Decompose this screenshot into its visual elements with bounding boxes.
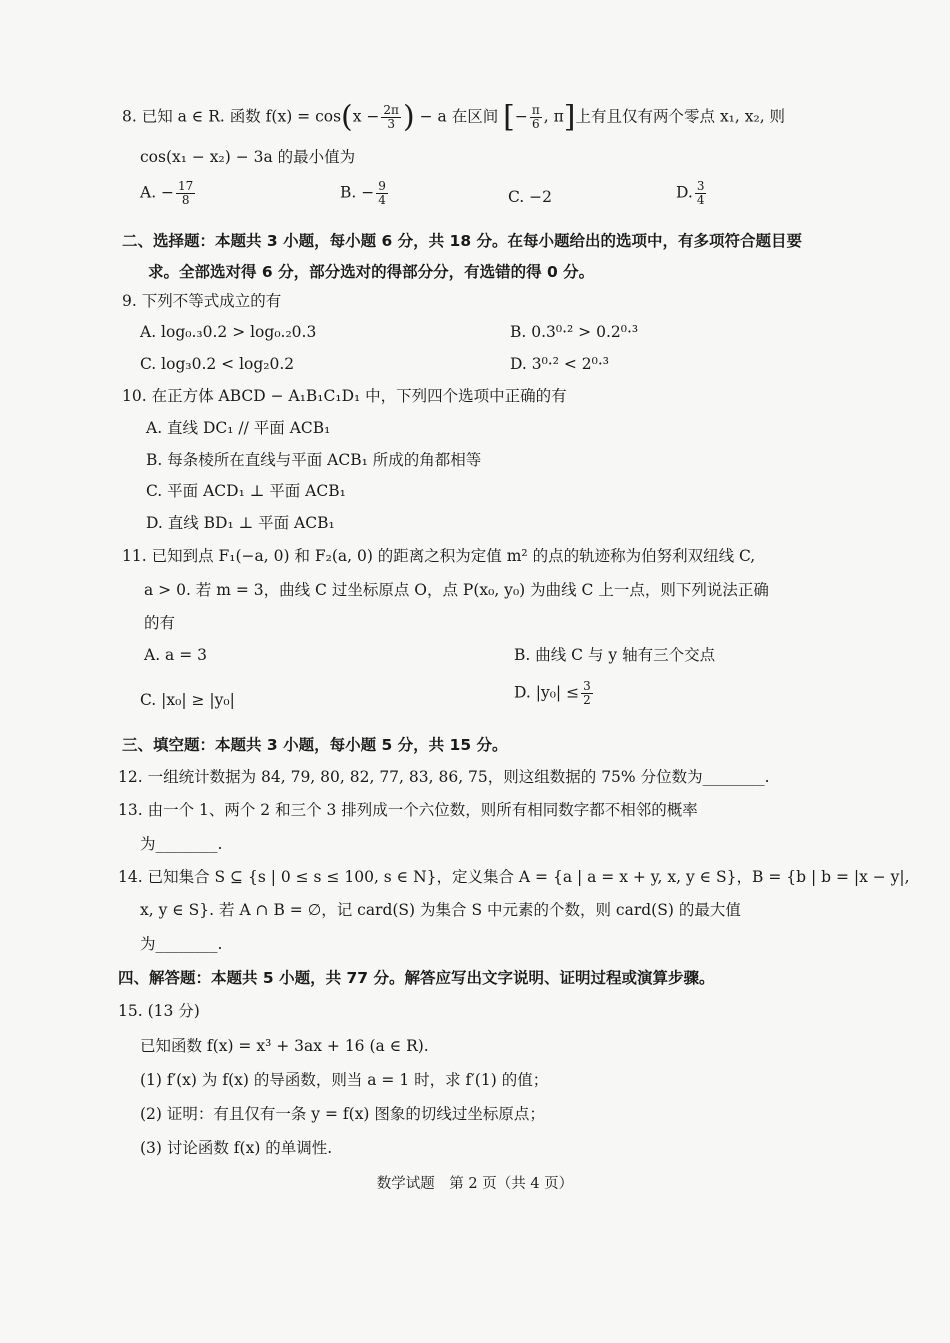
q8-option-a-den: 8 xyxy=(181,193,190,207)
q12-text: 12. 一组统计数据为 84, 79, 80, 82, 77, 83, 86, 75，则这组数据的 75% 分位数为________. xyxy=(118,768,770,786)
q15-stem: 已知函数 f(x) = x³ + 3ax + 16 (a ∈ R). xyxy=(140,1037,429,1055)
q11-option-d-frac xyxy=(581,680,593,707)
q14-line1: 14. 已知集合 S ⊆ {s | 0 ≤ s ≤ 100, s ∈ N}，定义集合 A = {a | a = x + y, x, y ∈ S}，B = {b | b = |x − y|, xyxy=(118,868,910,886)
q8-frac-pi-den: 6 xyxy=(531,117,540,131)
q8-paren-close: ) xyxy=(402,99,415,135)
q9-option-c: C. log₃0.2 < log₂0.2 xyxy=(140,355,295,373)
q11-option-c: C. |x₀| ≥ |y₀| xyxy=(140,691,235,709)
q11-option-d-den: 2 xyxy=(583,693,591,707)
q9-option-a: A. log₀.₃0.2 > log₀.₂0.3 xyxy=(140,323,317,341)
q8-frac-2pi-3 xyxy=(381,104,401,131)
q8-option-a-num: 17 xyxy=(178,179,194,193)
q8-option-b-num: 9 xyxy=(378,179,386,193)
q10-stem: 10. 在正方体 ABCD − A₁B₁C₁D₁ 中，下列四个选项中正确的有 xyxy=(122,387,567,405)
q8-option-a-label: A. − xyxy=(140,183,175,202)
q8-option-d-label: D. xyxy=(676,183,693,202)
q8-inner-left: x − xyxy=(352,107,380,126)
q11-option-d-label: D. |y₀| ≤ xyxy=(514,683,580,702)
q8-line1 xyxy=(122,99,786,135)
q8-part3: 上有且仅有两个零点 x₁, x₂, 则 xyxy=(575,107,786,126)
q13-line1: 13. 由一个 1、两个 2 和三个 3 排列成一个六位数，则所有相同数字都不相邻的概率 xyxy=(118,801,698,819)
q8-option-a xyxy=(140,180,197,207)
q8-option-d-num: 3 xyxy=(696,179,705,193)
q9-option-b: B. 0.3⁰·² > 0.2⁰·³ xyxy=(510,323,639,341)
q8-line2: cos(x₁ − x₂) − 3a 的最小值为 xyxy=(140,148,356,166)
q10-option-b: B. 每条棱所在直线与平面 ACB₁ 所成的角都相等 xyxy=(146,451,482,469)
q8-option-c xyxy=(508,188,552,206)
q8-option-d-den: 4 xyxy=(696,193,705,207)
q8-option-d xyxy=(676,180,708,207)
q9-option-d: D. 3⁰·² < 2⁰·³ xyxy=(510,355,610,373)
q8-part1: 8. 已知 a ∈ R. 函数 f(x) = cos xyxy=(122,107,342,126)
q8-option-b-frac xyxy=(376,180,388,207)
q15-part2: (2) 证明：有且仅有一条 y = f(x) 图象的切线过坐标原点； xyxy=(140,1105,545,1123)
q8-frac-2pi-num: 2π xyxy=(383,103,399,117)
q14-line2: x, y ∈ S}. 若 A ∩ B = ∅，记 card(S) 为集合 S 中元素的个数，则 card(S) 的最大值 xyxy=(140,901,741,919)
q8-frac-pi-num: π xyxy=(531,103,540,117)
q8-bracket-open: [ xyxy=(503,99,515,135)
q15-head: 15. (13 分) xyxy=(118,1002,200,1020)
q8-part2: − a 在区间 xyxy=(419,107,499,126)
section3-title: 三、填空题：本题共 3 小题，每小题 5 分，共 15 分。 xyxy=(122,736,508,754)
q11-line3: 的有 xyxy=(144,614,176,632)
q9-stem: 9. 下列不等式成立的有 xyxy=(122,292,282,310)
q11-option-d xyxy=(514,680,595,707)
section2-line1: 二、选择题：本题共 3 小题，每小题 6 分，共 18 分。在每小题给出的选项中，有多项符合题目要 xyxy=(122,232,803,250)
q8-option-a-frac xyxy=(176,180,195,207)
section4-title: 四、解答题：本题共 5 小题，共 77 分。解答应写出文字说明、证明过程或演算步骤。 xyxy=(118,969,715,987)
q10-option-a: A. 直线 DC₁ // 平面 ACB₁ xyxy=(146,419,331,437)
q8-option-b xyxy=(340,180,390,207)
q10-option-c: C. 平面 ACD₁ ⊥ 平面 ACB₁ xyxy=(146,482,346,500)
q8-option-c-label: C. −2 xyxy=(508,188,553,206)
page-footer: 数学试题 第 2 页（共 4 页） xyxy=(376,1176,574,1192)
q11-option-d-num: 3 xyxy=(583,679,591,693)
q11-option-b: B. 曲线 C 与 y 轴有三个交点 xyxy=(514,646,716,664)
q8-neg: − xyxy=(514,107,528,126)
q8-option-d-frac xyxy=(695,180,707,207)
q8-frac-2pi-den: 3 xyxy=(387,117,395,131)
q13-line2: 为________. xyxy=(140,835,223,853)
q15-part1: (1) f′(x) 为 f(x) 的导函数，则当 a = 1 时，求 f′(1) 的值； xyxy=(140,1071,549,1089)
q14-line3: 为________. xyxy=(140,935,223,953)
q8-frac-pi-6 xyxy=(530,104,542,131)
q8-paren-open: ( xyxy=(341,99,353,135)
q11-line2: a > 0. 若 m = 3，曲线 C 过坐标原点 O，点 P(x₀, y₀) 为曲线 C 上一点，则下列说法正确 xyxy=(144,581,769,599)
q8-interval-end: , π xyxy=(543,107,564,126)
q8-bracket-close: ] xyxy=(563,99,576,135)
q11-line1: 11. 已知到点 F₁(−a, 0) 和 F₂(a, 0) 的距离之积为定值 m² 的点的轨迹称为伯努利双纽线 C, xyxy=(122,547,756,565)
section2-line2: 求。全部选对得 6 分，部分选对的得部分分，有选错的得 0 分。 xyxy=(148,263,595,281)
q15-part3: (3) 讨论函数 f(x) 的单调性. xyxy=(140,1139,333,1157)
q10-option-d: D. 直线 BD₁ ⊥ 平面 ACB₁ xyxy=(146,514,335,532)
q8-option-b-den: 4 xyxy=(378,193,386,207)
q11-option-a: A. a = 3 xyxy=(144,646,207,664)
q8-option-b-label: B. − xyxy=(340,183,375,202)
